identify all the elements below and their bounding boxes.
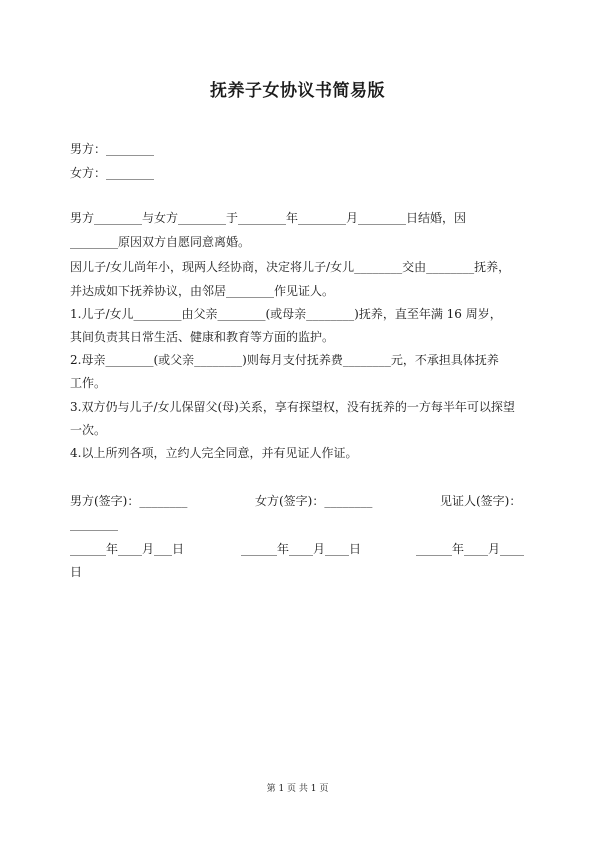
male-date: ______年____月___日: [70, 542, 185, 556]
female-party-line: 女方：________: [70, 166, 155, 180]
body-line: 并达成如下抚养协议，由邻居________作见证人。: [70, 284, 335, 298]
male-party-line: 男方：________: [70, 142, 155, 156]
witness-date-cont: 日: [70, 565, 83, 579]
body-line: ________原因双方自愿同意离婚。: [70, 235, 251, 249]
female-signature: 女方(签字)：________: [255, 494, 373, 508]
witness-date: ______年____月____: [416, 542, 525, 556]
body-line: 男方________与女方________于________年________月________日结婚，因: [70, 211, 467, 225]
female-date: ______年____月____日: [241, 542, 362, 556]
witness-signature-cont: ________: [70, 517, 118, 531]
clause-4: 4.以上所列各项，立约人完全同意，并有见证人作证。: [70, 446, 358, 460]
page-number: 第 1 页 共 1 页: [266, 784, 329, 794]
clause-1-cont: 其间负责其日常生活、健康和教育等方面的监护。: [70, 330, 335, 344]
clause-2-cont: 工作。: [70, 376, 107, 390]
witness-signature: 见证人(签字)：: [440, 494, 522, 508]
clause-3-cont: 一次。: [70, 423, 107, 437]
clause-3: 3.双方仍与儿子/女儿保留父(母)关系，享有探望权，没有抚养的一方每半年可以探望: [70, 400, 515, 414]
body-line: 因儿子/女儿尚年小，现两人经协商，决定将儿子/女儿________交由________抚养，: [70, 260, 511, 274]
male-signature: 男方(签字)：________: [70, 494, 188, 508]
document-title: 抚养子女协议书简易版: [210, 81, 385, 101]
clause-1: 1.儿子/女儿________由父亲________(或母亲________)抚养，直至年满 16 周岁，: [70, 307, 502, 321]
clause-2: 2.母亲________(或父亲________)则每月支付抚养费________元，不承担具体抚养: [70, 353, 499, 367]
